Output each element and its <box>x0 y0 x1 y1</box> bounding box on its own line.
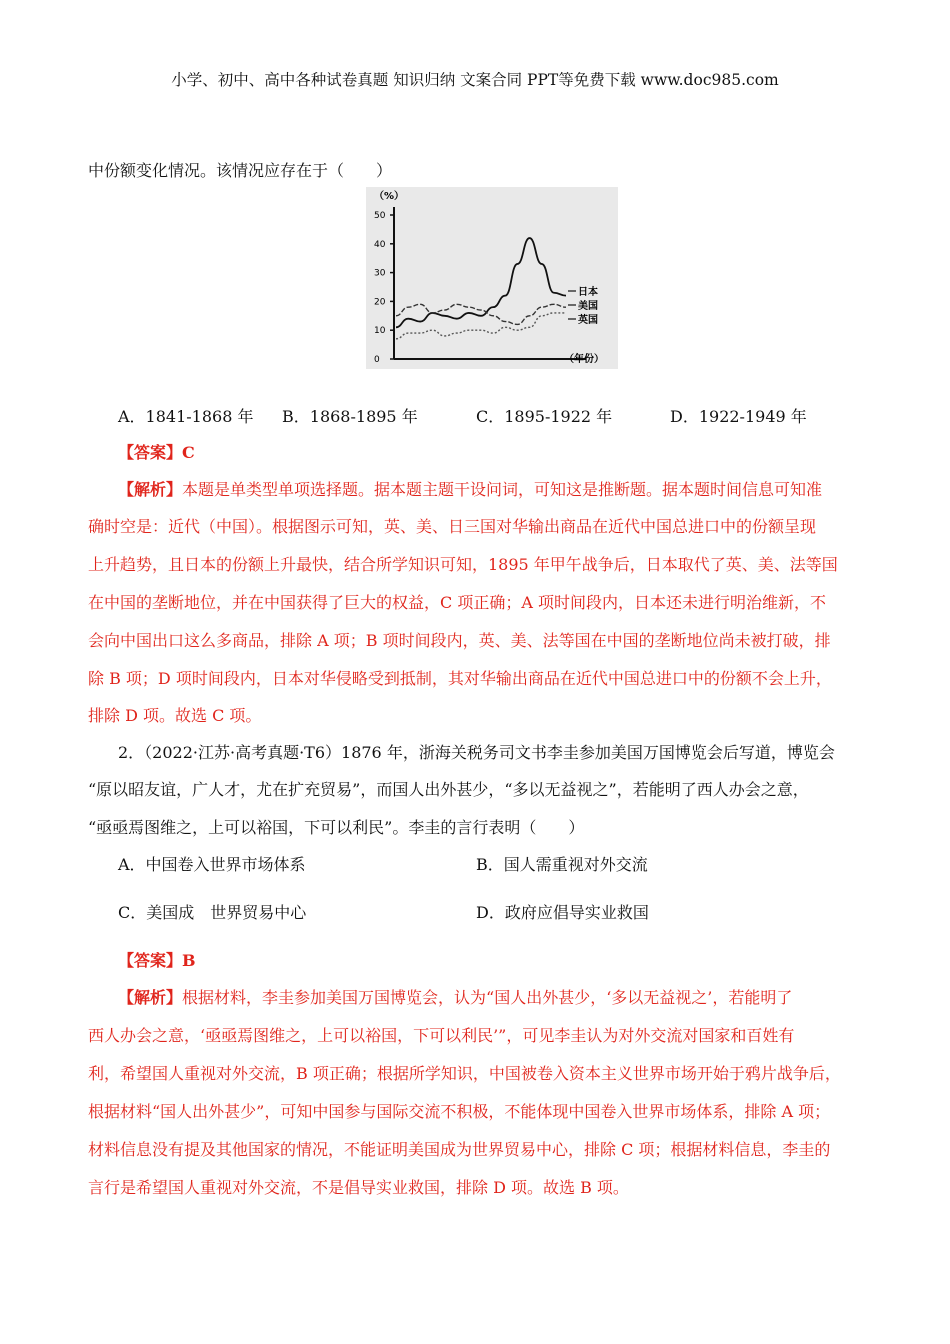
q2-analysis-line-5: 言行是希望国人重视对外交流，不是倡导实业救国，排除 D 项。故选 B 项。 <box>88 1178 629 1197</box>
q2-option-d: D．政府应倡导实业救国 <box>476 903 649 922</box>
y-tick-label: 0 <box>374 355 380 365</box>
q1-answer <box>118 440 195 463</box>
q2-analysis-line-3: 根据材料“国人出外甚少”，可知中国参与国际交流不积极，不能体现中国卷入世界市场体系，排除 A 项； <box>88 1102 831 1121</box>
q2-analysis-line-4: 材料信息没有提及其他国家的情况，不能证明美国成为世界贸易中心，排除 C 项；根据材料信息，李圭的 <box>88 1140 831 1159</box>
q1-analysis-line-3: 在中国的垄断地位，并在中国获得了巨大的权益，C 项正确；A 项时间段内，日本还未进行明治维新，不 <box>88 593 826 612</box>
q1-analysis-line-2: 上升趋势，且日本的份额上升最快，结合所学知识可知，1895 年甲午战争后，日本取代了英、美、法等国 <box>88 555 838 574</box>
q2-option-b: B．国人需重视对外交流 <box>476 855 648 874</box>
legend-label-2: 英国 <box>578 315 598 326</box>
y-tick-label: 30 <box>374 268 386 279</box>
q1-answer-value: C <box>182 443 195 462</box>
q1-option-c: C．1895-1922 年 <box>476 407 613 426</box>
q2-analysis-line-1: 西人办会之意，‘亟亟焉图维之，上可以裕国，下可以利民’”，可见李圭认为对外交流对国家和百姓有 <box>88 1026 795 1045</box>
q1-answer-label: 【答案】 <box>118 443 183 462</box>
q2-analysis-label: 【解析】 <box>118 988 183 1007</box>
q2-stem-line-0: 2．（2022·江苏·高考真题·T6）1876 年，浙海关税务司文书李圭参加美国万国博览会后写道，博览会 <box>118 743 835 762</box>
q2-option-c: C．美国成 世界贸易中心 <box>118 903 307 922</box>
line-chart <box>366 187 618 369</box>
q1-analysis-line-4: 会向中国出口这么多商品，排除 A 项；B 项时间段内，英、美、法等国在中国的垄断地位尚未被打破，排 <box>88 631 831 650</box>
q2-answer-value: B <box>182 951 196 970</box>
y-axis-label: （%） <box>374 191 405 202</box>
q2-answer-label: 【答案】 <box>118 951 183 970</box>
q2-stem-line-2: “亟亟焉图维之，上可以裕国，下可以利民”。李圭的言行表明（ ） <box>88 818 585 837</box>
y-tick-label: 20 <box>374 297 386 308</box>
q1-analysis-line-0 <box>118 477 822 500</box>
q1-analysis-line-6: 排除 D 项。故选 C 项。 <box>88 706 262 725</box>
x-axis-label: （年份） <box>564 354 604 365</box>
q1-analysis-label: 【解析】 <box>118 480 183 499</box>
q2-stem-line-1: “原以昭友谊，广人才，尤在扩充贸易”，而国人出外甚少，“多以无益视之”，若能明了西人办会之意， <box>88 780 809 799</box>
q2-analysis-line-0 <box>118 985 792 1008</box>
q1-option-b: B．1868-1895 年 <box>282 407 418 426</box>
q1-option-d: D．1922-1949 年 <box>670 407 807 426</box>
q2-analysis-line-2: 利，希望国人重视对外交流，B 项正确；根据所学知识，中国被卷入资本主义世界市场开始于鸦片战争后， <box>88 1064 841 1083</box>
y-tick-label: 10 <box>374 326 386 337</box>
q2-option-a: A．中国卷入世界市场体系 <box>118 855 306 874</box>
q1-analysis-line-5: 除 B 项；D 项时间段内，日本对华侵略受到抵制，其对华输出商品在近代中国总进口中的份额不会上升， <box>88 669 832 688</box>
series-line-2 <box>396 313 566 339</box>
q1-analysis-line-1: 确时空是：近代（中国）。根据图示可知，英、美、日三国对华输出商品在近代中国总进口中的份额呈现 <box>88 517 817 536</box>
q1-option-a: A．1841-1868 年 <box>118 407 254 426</box>
q1-stem-tail: 中份额变化情况。该情况应存在于（ ） <box>88 161 393 180</box>
page-header: 小学、初中、高中各种试卷真题 知识归纳 文案合同 PPT等免费下载 www.doc985.com <box>171 71 779 89</box>
q1-analysis-text-0: 本题是单类型单项选择题。据本题主题干设问词，可知这是推断题。据本题时间信息可知准 <box>182 480 823 499</box>
legend-label-1: 美国 <box>578 301 598 312</box>
line-chart-svg <box>366 187 618 369</box>
legend-label-0: 日本 <box>578 287 598 298</box>
q2-answer <box>118 948 196 971</box>
y-tick-label: 50 <box>374 211 386 221</box>
y-tick-label: 40 <box>374 239 386 250</box>
q2-analysis-text-0: 根据材料，李圭参加美国万国博览会，认为“国人出外甚少，‘多以无益视之’，若能明了 <box>182 988 793 1007</box>
series-line-0 <box>396 238 566 327</box>
